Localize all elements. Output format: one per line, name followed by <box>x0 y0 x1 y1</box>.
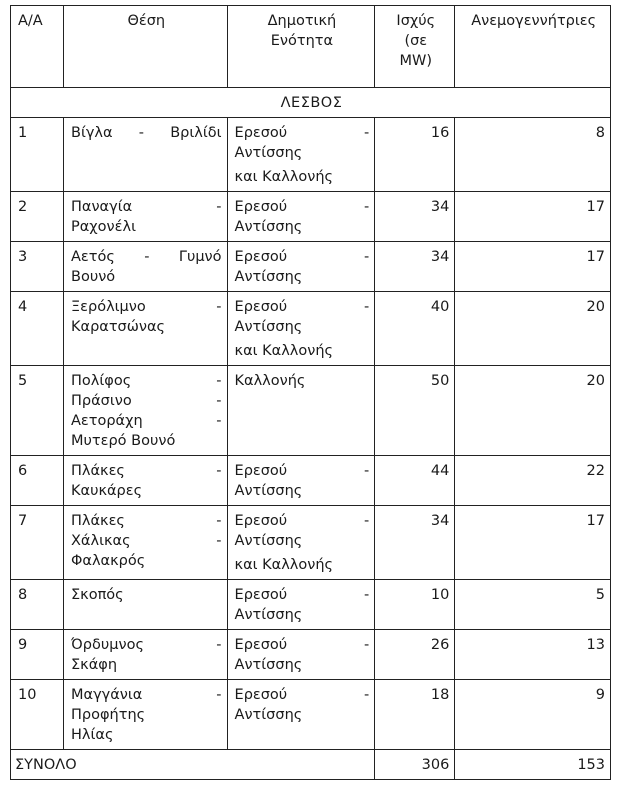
row-unit <box>227 292 375 366</box>
region-row <box>11 88 611 118</box>
table-row <box>11 242 611 292</box>
row-number: 7 <box>11 506 64 580</box>
row-turbines: 5 <box>455 580 611 630</box>
row-unit <box>227 580 375 630</box>
row-unit <box>227 366 375 456</box>
table-row <box>11 366 611 456</box>
unit-line: και Καλλονής <box>234 169 334 185</box>
row-position <box>64 292 228 366</box>
position-line: Καρατσώνας <box>71 319 166 335</box>
position-line: Βουνό <box>71 269 116 285</box>
position-line: Μαγγάνια - <box>71 687 222 703</box>
row-unit <box>227 242 375 292</box>
row-position <box>64 630 228 680</box>
position-line: Πράσινο - <box>71 393 222 409</box>
position-line: Πλάκες - <box>71 463 222 479</box>
row-number: 2 <box>11 192 64 242</box>
row-number: 5 <box>11 366 64 456</box>
row-position <box>64 680 228 750</box>
total-row <box>11 750 611 780</box>
table-row <box>11 630 611 680</box>
row-number: 10 <box>11 680 64 750</box>
row-number: 1 <box>11 118 64 192</box>
position-line: Αετός - Γυμνό <box>71 249 222 265</box>
row-number: 8 <box>11 580 64 630</box>
unit-line: Αντίσσης <box>234 145 303 161</box>
row-unit <box>227 506 375 580</box>
unit-line: Αντίσσης <box>234 319 303 335</box>
unit-line: Ερεσού - <box>234 299 370 315</box>
unit-line: και Καλλονής <box>234 557 334 573</box>
row-power: 10 <box>375 580 455 630</box>
row-unit <box>227 456 375 506</box>
position-line: Χάλικας - <box>71 533 222 549</box>
row-unit <box>227 192 375 242</box>
header-row <box>11 6 611 88</box>
row-position <box>64 242 228 292</box>
table-row <box>11 680 611 750</box>
unit-line: Ερεσού - <box>234 687 370 703</box>
table-row <box>11 118 611 192</box>
unit-line: Αντίσσης <box>234 657 303 673</box>
unit-line: Ερεσού - <box>234 513 370 529</box>
row-turbines: 13 <box>455 630 611 680</box>
position-line: Αετοράχη - <box>71 413 222 429</box>
unit-line: Ερεσού - <box>234 587 370 603</box>
row-turbines: 17 <box>455 192 611 242</box>
header-turbines: Ανεμογεννήτριες <box>455 6 611 88</box>
row-power: 34 <box>375 242 455 292</box>
row-turbines: 17 <box>455 506 611 580</box>
row-power: 18 <box>375 680 455 750</box>
row-number: 9 <box>11 630 64 680</box>
wind-farms-table <box>10 5 611 780</box>
unit-line: Ερεσού - <box>234 637 370 653</box>
unit-line: και Καλλονής <box>234 343 334 359</box>
total-turbines: 153 <box>455 750 611 780</box>
header-power-line3: MW) <box>399 53 433 69</box>
position-line: Ξερόλιμνο - <box>71 299 222 315</box>
row-turbines: 17 <box>455 242 611 292</box>
position-line: Πλάκες - <box>71 513 222 529</box>
row-position <box>64 366 228 456</box>
position-line: Μυτερό Βουνό <box>71 433 176 449</box>
position-line: Σκάφη <box>71 657 118 673</box>
position-line: Ηλίας <box>71 727 114 743</box>
row-power: 26 <box>375 630 455 680</box>
header-power-line2: (σε <box>404 33 428 49</box>
table-row <box>11 292 611 366</box>
row-unit <box>227 630 375 680</box>
row-turbines: 8 <box>455 118 611 192</box>
row-number: 4 <box>11 292 64 366</box>
position-line: Καυκάρες <box>71 483 143 499</box>
header-unit: Δημοτική Ενότητα <box>227 6 375 88</box>
row-turbines: 20 <box>455 366 611 456</box>
row-power: 50 <box>375 366 455 456</box>
row-turbines: 22 <box>455 456 611 506</box>
table-row <box>11 192 611 242</box>
unit-line: Καλλονής <box>234 373 306 389</box>
region-label: ΛΕΣΒΟΣ <box>11 88 611 118</box>
row-unit <box>227 680 375 750</box>
row-unit <box>227 118 375 192</box>
unit-line: Ερεσού - <box>234 463 370 479</box>
position-line: Σκοπός <box>71 587 124 603</box>
row-power: 34 <box>375 192 455 242</box>
position-line: Προφήτης <box>71 707 146 723</box>
position-line: Φαλακρός <box>71 553 146 569</box>
row-number: 3 <box>11 242 64 292</box>
position-line: Βίγλα - Βριλίδι <box>71 125 222 141</box>
unit-line: Αντίσσης <box>234 269 303 285</box>
row-position <box>64 118 228 192</box>
row-power: 44 <box>375 456 455 506</box>
position-line: Ραχονέλι <box>71 219 136 235</box>
row-power: 40 <box>375 292 455 366</box>
row-position <box>64 456 228 506</box>
row-position <box>64 580 228 630</box>
position-line: Πολίφος - <box>71 373 222 389</box>
unit-line: Αντίσσης <box>234 483 303 499</box>
row-position <box>64 192 228 242</box>
unit-line: Ερεσού - <box>234 125 370 141</box>
table-row <box>11 506 611 580</box>
row-number: 6 <box>11 456 64 506</box>
total-power: 306 <box>375 750 455 780</box>
unit-line: Αντίσσης <box>234 219 303 235</box>
header-power <box>375 6 455 88</box>
unit-line: Ερεσού - <box>234 199 370 215</box>
unit-line: Αντίσσης <box>234 607 303 623</box>
row-power: 34 <box>375 506 455 580</box>
position-line: Όρδυμνος - <box>71 637 222 653</box>
total-label: ΣΥΝΟΛΟ <box>11 750 375 780</box>
header-power-line1: Ισχύς <box>396 13 436 29</box>
unit-line: Αντίσσης <box>234 707 303 723</box>
row-position <box>64 506 228 580</box>
row-power: 16 <box>375 118 455 192</box>
table-row <box>11 456 611 506</box>
position-line: Παναγία - <box>71 199 222 215</box>
row-turbines: 9 <box>455 680 611 750</box>
unit-line: Ερεσού - <box>234 249 370 265</box>
table-row <box>11 580 611 630</box>
row-turbines: 20 <box>455 292 611 366</box>
header-position: Θέση <box>64 6 228 88</box>
header-aa: Α/Α <box>11 6 64 88</box>
unit-line: Αντίσσης <box>234 533 303 549</box>
